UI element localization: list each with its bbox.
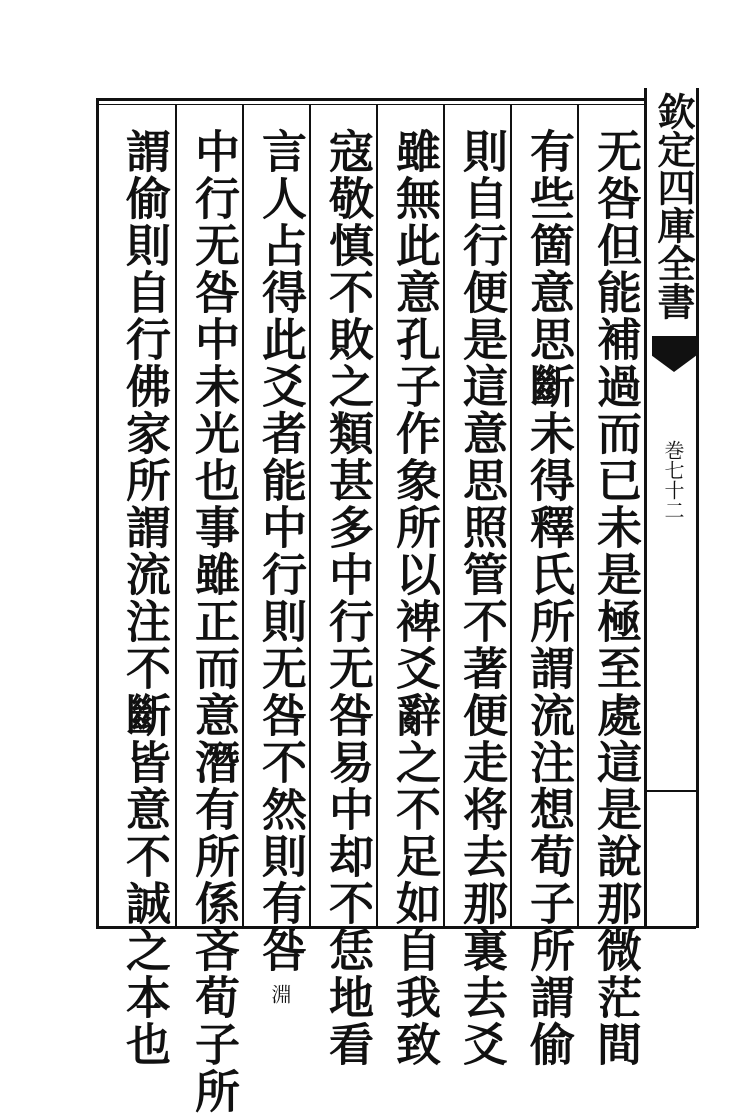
- column-divider: [175, 104, 177, 926]
- column-text: 中行无咎中未光也事雖正而意潛有所係吝荀子所: [187, 128, 240, 1115]
- column-divider: [443, 104, 445, 926]
- text-column-3: [455, 128, 508, 1068]
- top-border-inner-rule: [96, 104, 644, 105]
- column-annotation: 淵: [268, 984, 292, 1004]
- margin-cross-rule: [644, 790, 696, 792]
- column-text: 則自行便是這意思照管不著便走将去那裏去爻: [455, 128, 508, 1068]
- fishtail-mark-icon: [652, 336, 696, 372]
- left-border-rule: [96, 98, 99, 928]
- column-text: [254, 128, 306, 1004]
- column-divider: [376, 104, 378, 926]
- column-text: 雖無此意孔子作象所以裨爻辭之不足如自我致: [388, 128, 441, 1068]
- column-text: 寇敬慎不敗之類甚多中行无咎易中却不恁地看: [321, 128, 374, 1068]
- text-column-2: [522, 128, 575, 1068]
- text-column-8: [118, 128, 171, 1068]
- column-divider: [510, 104, 512, 926]
- column-main-text: 言人占得此爻者能中行則无咎不然則有咎: [254, 128, 307, 974]
- column-divider: [242, 104, 244, 926]
- margin-juan-number: 巻七十二: [661, 440, 685, 520]
- text-column-7: [187, 128, 240, 1115]
- column-text: 謂偷則自行佛家所謂流注不斷皆意不誠之本也: [118, 128, 171, 1068]
- margin-book-title: 欽定四庫全書: [651, 92, 696, 320]
- text-column-1: [589, 128, 642, 1068]
- top-border-rule: [96, 98, 644, 101]
- column-divider: [577, 104, 579, 926]
- column-text: 无咎但能補過而已未是極至處這是說那微茫間: [589, 128, 642, 1068]
- text-column-5: [321, 128, 374, 1068]
- text-column-6: [254, 128, 307, 1004]
- column-text: 有些箇意思斷未得釋氏所謂流注想荀子所謂偷: [522, 128, 575, 1068]
- text-column-4: [388, 128, 441, 1068]
- margin-column-rule: [644, 88, 647, 928]
- right-border-rule: [696, 88, 699, 928]
- column-divider: [309, 104, 311, 926]
